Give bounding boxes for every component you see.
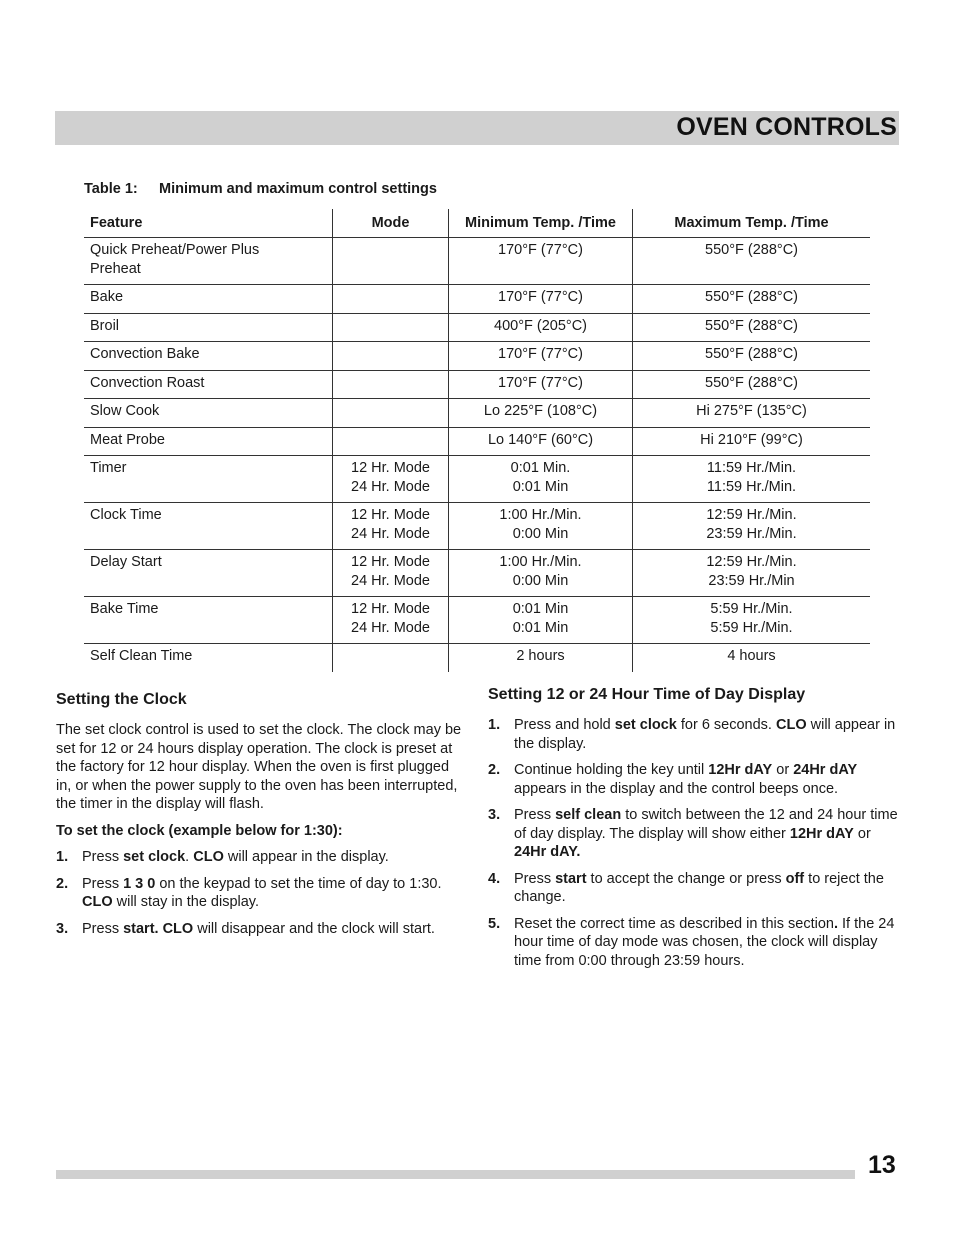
minimum-cell — [449, 238, 633, 285]
step-number: 1. — [56, 849, 69, 865]
mode-cell — [333, 597, 449, 644]
maximum-cell — [633, 399, 871, 428]
control-settings-table — [84, 209, 870, 672]
cell-line: Bake — [90, 289, 124, 305]
cell-line: Self Clean Time — [90, 648, 193, 664]
cell-line: 12:59 Hr./Min. — [706, 554, 797, 570]
maximum-cell — [633, 313, 871, 342]
step-text: will stay in the display. — [112, 894, 260, 910]
step-text: Press and hold — [514, 717, 615, 733]
table-header-row — [84, 209, 870, 238]
step-keyword: 24Hr dAY. — [514, 844, 581, 860]
feature-cell — [84, 456, 333, 503]
feature-cell — [84, 597, 333, 644]
step-text: Press — [82, 920, 124, 937]
maximum-cell — [633, 238, 871, 285]
table-row — [84, 285, 870, 314]
column-header-feature: Feature — [84, 209, 333, 238]
cell-line: Convection Roast — [90, 374, 205, 391]
step-item — [488, 761, 900, 798]
cell-line: 11:59 Hr./Min. — [706, 478, 797, 495]
setting-the-clock-section — [56, 690, 468, 946]
table-row — [84, 370, 870, 399]
cell-line: Bake Time — [90, 601, 159, 617]
step-item — [56, 848, 468, 867]
cell-line: Convection Bake — [90, 346, 200, 362]
minimum-cell — [449, 370, 633, 399]
cell-line: 1:00 Hr./Min. — [499, 554, 582, 570]
maximum-cell — [633, 644, 871, 672]
cell-line: 0:00 Min — [512, 525, 569, 542]
feature-cell — [84, 285, 333, 314]
intro-paragraph: The set clock control is used to set the clock. The clock may be set for 12 or 24 hours display operation. The clock is preset at the factory for 12 hour display. When the oven is first plugged in, or when the power supply to the oven has been interrupted, the timer in the display will flash. — [56, 722, 462, 812]
step-number: 3. — [488, 807, 501, 823]
mode-cell — [333, 644, 449, 672]
table-row — [84, 427, 870, 456]
step-text: will disappear and the clock will start. — [193, 920, 435, 937]
time-of-day-display-section — [488, 685, 900, 978]
table-row — [84, 644, 870, 672]
minimum-cell — [449, 285, 633, 314]
table-row — [84, 313, 870, 342]
table-row — [84, 399, 870, 428]
cell-line: Clock Time — [90, 507, 162, 523]
feature-cell — [84, 427, 333, 456]
feature-cell — [84, 342, 333, 371]
step-text: Press — [82, 849, 124, 865]
cell-line: Delay Start — [90, 554, 162, 570]
minimum-cell — [449, 427, 633, 456]
cell-line: 0:01 Min — [512, 478, 569, 495]
step-keyword: . — [833, 915, 838, 932]
mode-cell — [333, 342, 449, 371]
feature-cell — [84, 503, 333, 550]
maximum-cell — [633, 550, 871, 597]
cell-line: Broil — [90, 317, 120, 334]
cell-line: 24 Hr. Mode — [351, 572, 430, 589]
step-keyword: self clean — [555, 807, 622, 823]
step-keyword: set clock — [614, 717, 677, 733]
table-caption — [84, 181, 437, 197]
cell-line: 550°F (288°C) — [705, 374, 798, 391]
cell-line: 0:01 Min — [512, 619, 569, 636]
minimum-cell — [449, 342, 633, 371]
step-keyword: off — [785, 870, 805, 887]
cell-line: Preheat — [90, 260, 141, 277]
cell-line: 5:59 Hr./Min. — [710, 619, 793, 636]
step-text: to accept the change or press — [586, 870, 786, 887]
cell-line: 24 Hr. Mode — [351, 478, 430, 495]
cell-line: 2 hours — [516, 648, 565, 664]
cell-line: 170°F (77°C) — [498, 374, 583, 391]
mode-cell — [333, 427, 449, 456]
section-heading: Setting 12 or 24 Hour Time of Day Display — [488, 686, 806, 703]
minimum-cell — [449, 456, 633, 503]
step-keyword: start. CLO — [123, 920, 194, 937]
step-text: to reject the change. — [514, 870, 884, 905]
cell-line: 23:59 Hr./Min. — [706, 525, 797, 542]
step-number: 2. — [488, 762, 501, 778]
mode-cell — [333, 399, 449, 428]
step-text: Reset the correct time as described in this section — [514, 915, 834, 932]
step-item — [56, 920, 468, 939]
step-text: or — [772, 762, 794, 778]
minimum-cell — [449, 503, 633, 550]
step-keyword: 12Hr dAY — [789, 825, 854, 842]
step-text: Continue holding the key until — [514, 762, 709, 778]
cell-line: 5:59 Hr./Min. — [710, 601, 793, 617]
step-text: will appear in the display. — [514, 717, 896, 752]
cell-line: Lo 140°F (60°C) — [487, 431, 594, 448]
step-keyword: CLO — [775, 717, 807, 733]
cell-line: 12 Hr. Mode — [351, 601, 430, 617]
cell-line: 12:59 Hr./Min. — [706, 507, 797, 523]
step-number: 2. — [56, 875, 69, 892]
cell-line: 12 Hr. Mode — [351, 554, 430, 570]
cell-line: 12 Hr. Mode — [351, 460, 430, 476]
step-number: 5. — [488, 915, 501, 932]
maximum-cell — [633, 427, 871, 456]
cell-line: 24 Hr. Mode — [351, 619, 430, 636]
table-row — [84, 456, 870, 503]
step-keyword: set clock — [123, 849, 186, 865]
column-header-maximum: Maximum Temp. /Time — [633, 209, 871, 238]
feature-cell — [84, 644, 333, 672]
cell-line: 11:59 Hr./Min. — [706, 460, 797, 476]
step-text: to switch between the 12 and 24 hour time of day display. The display will show either — [514, 807, 898, 842]
cell-line: 550°F (288°C) — [705, 289, 798, 305]
maximum-cell — [633, 342, 871, 371]
table-caption-text: Minimum and maximum control settings — [159, 181, 437, 197]
step-text: or — [853, 825, 871, 842]
mode-cell — [333, 550, 449, 597]
maximum-cell — [633, 370, 871, 399]
cell-line: 4 hours — [727, 648, 776, 664]
cell-line: 1:00 Hr./Min. — [499, 507, 582, 523]
step-text: . — [185, 849, 194, 865]
header-bar — [55, 111, 899, 145]
table-row — [84, 342, 870, 371]
step-keyword: start — [555, 870, 587, 887]
minimum-cell — [449, 597, 633, 644]
step-item — [56, 875, 468, 912]
cell-line: 0:01 Min — [512, 601, 569, 617]
cell-line: Lo 225°F (108°C) — [483, 403, 598, 419]
maximum-cell — [633, 597, 871, 644]
minimum-cell — [449, 644, 633, 672]
cell-line: 550°F (288°C) — [705, 346, 798, 362]
step-number: 3. — [56, 920, 69, 937]
step-keyword: CLO — [82, 894, 113, 910]
footer-bar — [56, 1170, 855, 1179]
maximum-cell — [633, 456, 871, 503]
cell-line: Timer — [90, 460, 127, 476]
table-row — [84, 550, 870, 597]
table-caption-number: Table 1: — [84, 181, 138, 197]
cell-line: 0:00 Min — [512, 572, 569, 589]
cell-line: Slow Cook — [90, 403, 160, 419]
column-header-minimum: Minimum Temp. /Time — [449, 209, 633, 238]
mode-cell — [333, 313, 449, 342]
step-keyword: 1 3 0 — [123, 875, 156, 892]
cell-line: 24 Hr. Mode — [351, 525, 430, 542]
cell-line: 550°F (288°C) — [705, 317, 798, 334]
step-text: Press — [514, 870, 556, 887]
cell-line: Quick Preheat/Power Plus — [90, 242, 260, 258]
step-text: Press — [82, 875, 124, 892]
maximum-cell — [633, 285, 871, 314]
maximum-cell — [633, 503, 871, 550]
feature-cell — [84, 550, 333, 597]
step-number: 1. — [488, 717, 501, 733]
table-row — [84, 238, 870, 285]
feature-cell — [84, 313, 333, 342]
mode-cell — [333, 370, 449, 399]
step-text: Press — [514, 807, 556, 823]
table-row — [84, 503, 870, 550]
instructions-lead: To set the clock (example below for 1:30): — [56, 822, 343, 839]
clock-steps-list — [56, 848, 468, 938]
cell-line: 0:01 Min. — [510, 460, 571, 476]
step-keyword: 12Hr dAY — [708, 762, 773, 778]
section-heading: Setting the Clock — [56, 691, 187, 708]
minimum-cell — [449, 313, 633, 342]
cell-line: 170°F (77°C) — [498, 346, 583, 362]
step-item — [488, 870, 900, 907]
feature-cell — [84, 399, 333, 428]
cell-line: Meat Probe — [90, 431, 165, 448]
cell-line: 550°F (288°C) — [705, 242, 798, 258]
step-text: will appear in the display. — [223, 849, 389, 865]
cell-line: Hi 210°F (99°C) — [700, 431, 803, 448]
step-keyword: CLO — [193, 849, 224, 865]
step-number: 4. — [488, 870, 501, 887]
step-text: on the keypad to set the time of day to 1:30. — [155, 875, 442, 892]
mode-cell — [333, 285, 449, 314]
cell-line: Hi 275°F (135°C) — [696, 403, 807, 419]
step-item — [488, 716, 900, 753]
step-text: appears in the display and the control beeps once. — [514, 780, 839, 797]
table-row — [84, 597, 870, 644]
cell-line: 400°F (205°C) — [494, 317, 587, 334]
step-text: If the 24 hour time of day mode was chosen, the clock will display time from 0:00 through 23:59 hours. — [514, 915, 895, 969]
display-steps-list — [488, 716, 900, 970]
page-number: 13 — [868, 1151, 896, 1179]
mode-cell — [333, 503, 449, 550]
cell-line: 170°F (77°C) — [498, 242, 583, 258]
cell-line: 12 Hr. Mode — [351, 507, 430, 523]
step-item — [488, 806, 900, 862]
feature-cell — [84, 238, 333, 285]
mode-cell — [333, 238, 449, 285]
minimum-cell — [449, 550, 633, 597]
cell-line: 23:59 Hr./Min — [708, 572, 795, 589]
page-title: OVEN CONTROLS — [676, 113, 897, 141]
feature-cell — [84, 370, 333, 399]
mode-cell — [333, 456, 449, 503]
minimum-cell — [449, 399, 633, 428]
table-body — [84, 238, 870, 672]
cell-line: 170°F (77°C) — [498, 289, 583, 305]
step-text: for 6 seconds. — [676, 717, 776, 733]
step-item — [488, 915, 900, 971]
step-keyword: 24Hr dAY — [793, 762, 858, 778]
column-header-mode: Mode — [333, 209, 449, 238]
